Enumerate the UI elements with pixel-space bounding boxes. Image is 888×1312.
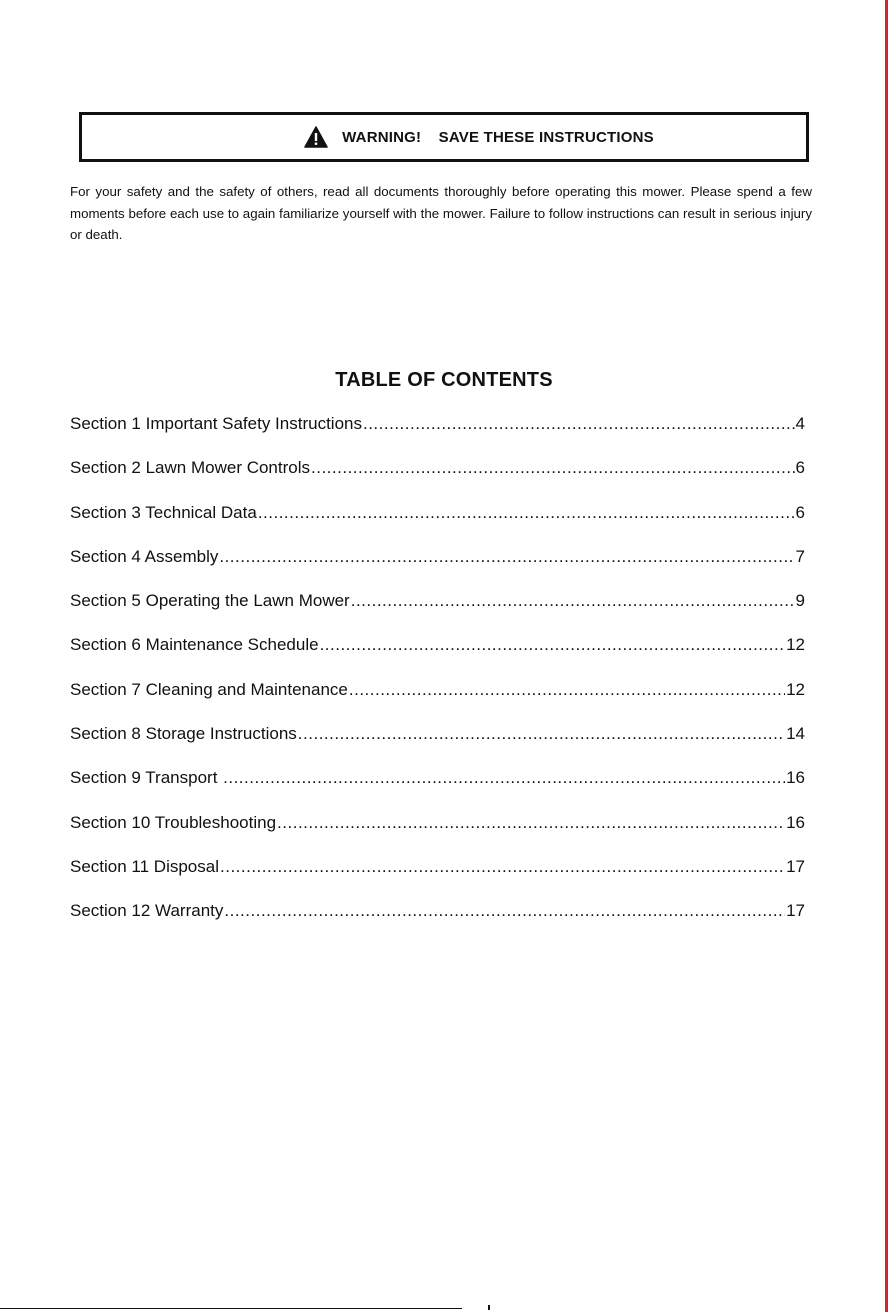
toc-dot-leader [298, 724, 785, 744]
toc-dot-leader [351, 591, 795, 611]
footer-rule [0, 1308, 462, 1309]
toc-entry-page: 6 [795, 458, 805, 478]
toc-entry-page: 17 [786, 856, 805, 876]
warning-text: WARNING! SAVE THESE INSTRUCTIONS [342, 128, 654, 146]
toc-entry-page: 12 [786, 635, 805, 655]
toc-entry-section-3[interactable] [70, 503, 805, 547]
toc-dot-leader [277, 813, 785, 833]
toc-entry-section-9[interactable] [70, 768, 805, 812]
toc-dot-leader [223, 768, 785, 788]
toc-entry-section-8[interactable] [70, 724, 805, 768]
safety-intro-paragraph: For your safety and the safety of others, read all documents thoroughly before operating this mower. Please spend a few moments before each use to again familiarize yourself with the mower. Failure to follow instructions can result in serious injury or death. [70, 184, 812, 242]
toc-entry-label: Section 5 Operating the Lawn Mower [70, 591, 350, 611]
toc-dot-leader [224, 901, 785, 921]
toc-entry-section-1[interactable] [70, 414, 805, 458]
toc-entry-page: 4 [795, 414, 805, 433]
toc-entry-page: 7 [795, 546, 805, 566]
toc-entry-label: Section 9 Transport [70, 768, 223, 788]
toc-entry-section-4[interactable] [70, 547, 805, 591]
toc-dot-leader [349, 680, 785, 700]
toc-entry-section-2[interactable] [70, 458, 805, 502]
toc-entry-label: Section 2 Lawn Mower Controls [70, 458, 311, 478]
toc-dot-leader [220, 857, 785, 877]
toc-dot-leader [320, 635, 786, 655]
toc-entry-section-11[interactable] [70, 857, 805, 901]
toc-entry-label: Section 6 Maintenance Schedule [70, 635, 319, 655]
toc-entry-label: Section 12 Warranty [70, 901, 224, 921]
table-of-contents [70, 414, 805, 946]
warning-triangle-icon [304, 126, 328, 148]
toc-entry-page: 17 [786, 901, 805, 921]
toc-dot-leader [363, 414, 795, 434]
toc-entry-page: 6 [795, 502, 805, 522]
toc-dot-leader [258, 503, 795, 523]
toc-entry-section-6[interactable] [70, 635, 805, 679]
toc-entry-label: Section 8 Storage Instructions [70, 724, 297, 744]
toc-entry-section-5[interactable] [70, 591, 805, 635]
toc-entry-label: Section 7 Cleaning and Maintenance [70, 679, 348, 699]
toc-entry-page: 14 [786, 724, 805, 744]
toc-entry-label: Section 10 Troubleshooting [70, 812, 277, 832]
toc-entry-page: 9 [795, 591, 805, 611]
toc-entry-label: Section 11 Disposal [70, 856, 219, 876]
toc-entry-section-7[interactable] [70, 680, 805, 724]
toc-title: TABLE OF CONTENTS [335, 369, 553, 391]
toc-entry-page: 16 [786, 768, 805, 788]
toc-entry-label: Section 4 Assembly [70, 546, 219, 566]
toc-entry-section-12[interactable] [70, 901, 805, 945]
footer-page-mark [488, 1305, 490, 1310]
toc-entry-label: Section 1 Important Safety Instructions [70, 414, 362, 433]
warning-banner-content [304, 126, 654, 148]
toc-entry-label: Section 3 Technical Data [70, 502, 257, 522]
toc-entry-page: 12 [786, 679, 805, 699]
warning-banner [79, 112, 809, 162]
toc-dot-leader [311, 458, 795, 478]
toc-dot-leader [219, 547, 794, 567]
toc-entry-page: 16 [786, 812, 805, 832]
toc-entry-section-10[interactable] [70, 813, 805, 857]
